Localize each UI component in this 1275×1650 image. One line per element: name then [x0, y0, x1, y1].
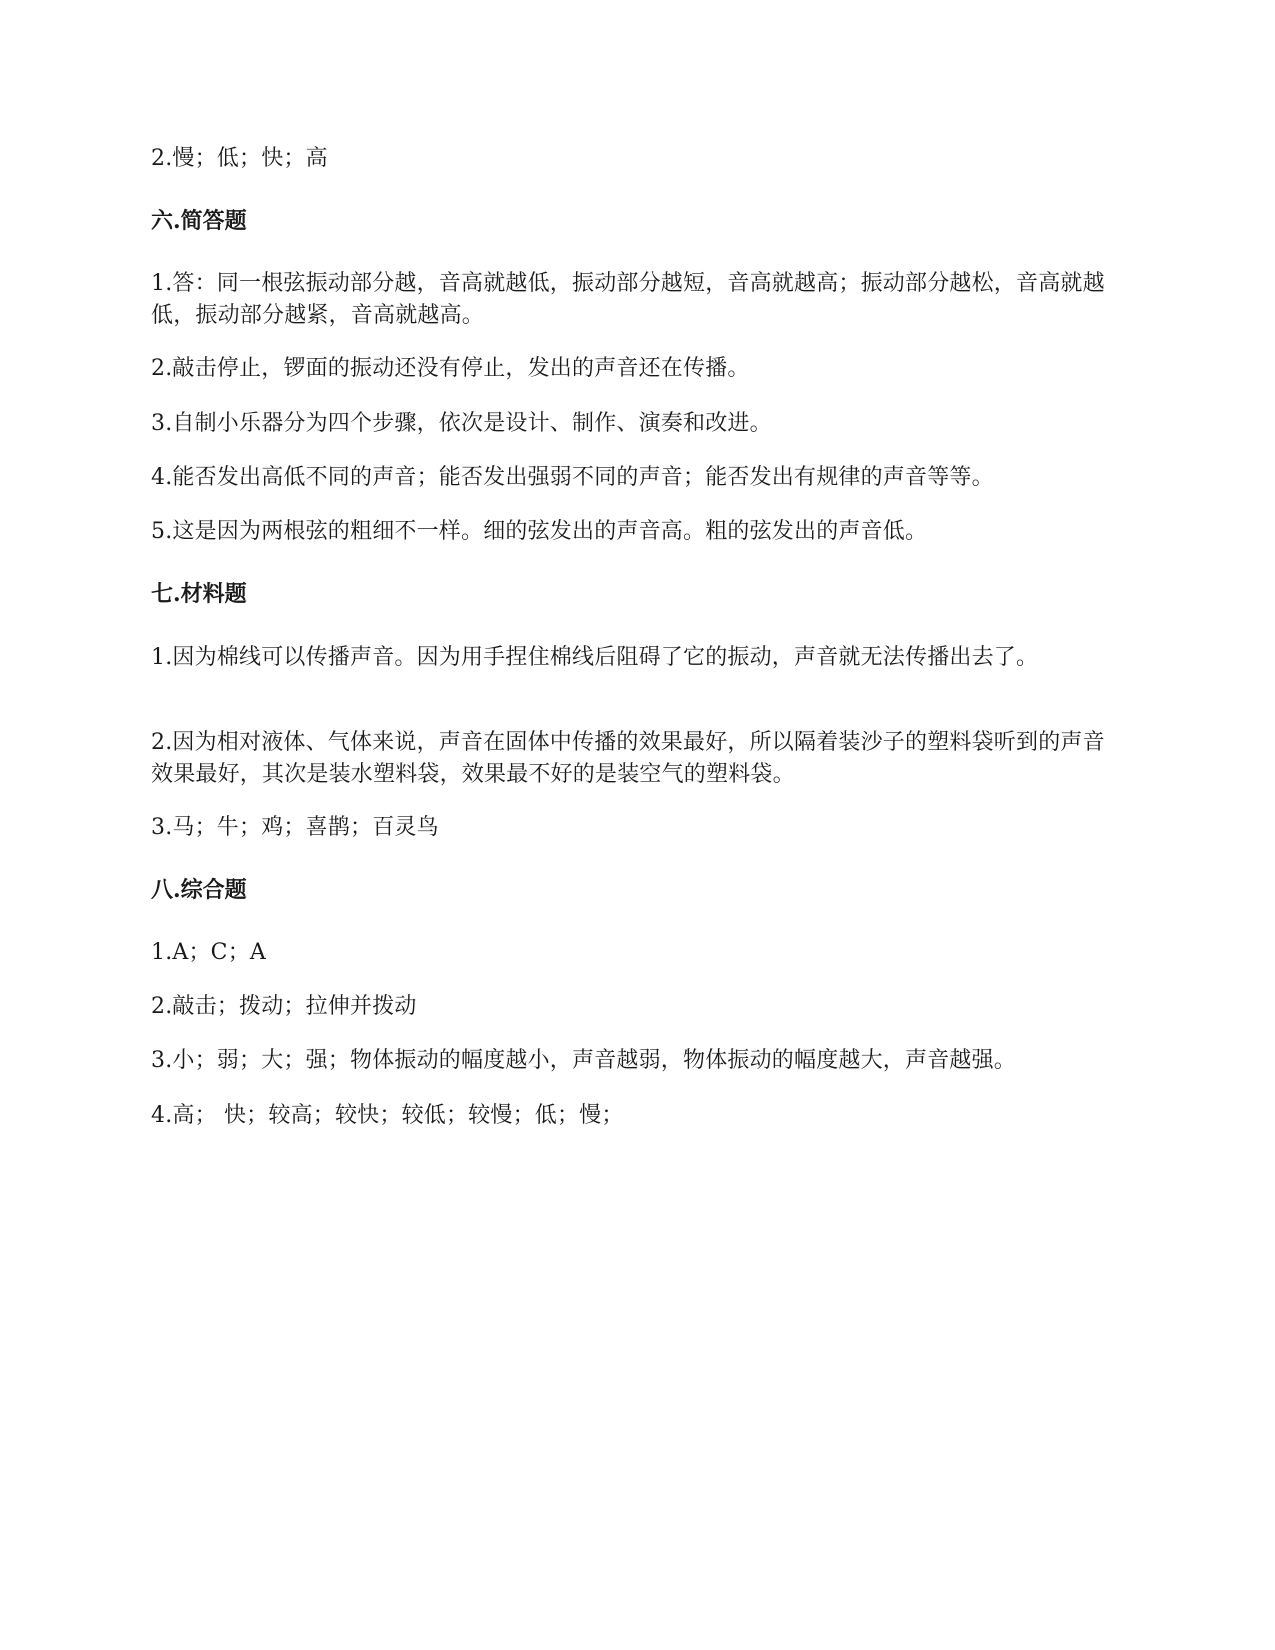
- section-heading-material: 七.材料题: [151, 581, 247, 607]
- section-heading-comprehensive: 八.综合题: [151, 877, 247, 903]
- answer-paragraph: 1.因为棉线可以传播声音。因为用手捏住棉线后阻碍了它的振动，声音就无法传播出去了。: [151, 645, 1039, 670]
- answer-paragraph: 2.敲击停止，锣面的振动还没有停止，发出的声音还在传播。: [151, 356, 750, 381]
- answer-line: 2.慢；低；快；高: [151, 146, 328, 171]
- answer-line: 1.A；C；A: [151, 940, 266, 965]
- answer-line: 4.高； 快；较高；较快；较低；较慢；低；慢；: [151, 1103, 624, 1128]
- answer-paragraph: 3.自制小乐器分为四个步骤，依次是设计、制作、演奏和改进。: [151, 411, 772, 436]
- answer-paragraph: 2.因为相对液体、气体来说，声音在固体中传播的效果最好，所以隔着装沙子的塑料袋听到的声音效果最好，其次是装水塑料袋，效果最不好的是装空气的塑料袋。: [151, 730, 1105, 787]
- answer-paragraph: 3.小；弱；大；强；物体振动的幅度越小，声音越弱，物体振动的幅度越大，声音越强。: [151, 1048, 1016, 1073]
- answer-paragraph: 1.答：同一根弦振动部分越，音高就越低，振动部分越短，音高就越高；振动部分越松，音高就越低，振动部分越紧，音高就越高。: [151, 271, 1105, 328]
- answer-line: 2.敲击；拨动；拉伸并拨动: [151, 994, 417, 1019]
- answer-paragraph: 5.这是因为两根弦的粗细不一样。细的弦发出的声音高。粗的弦发出的声音低。: [151, 519, 928, 544]
- section-heading-short-answer: 六.简答题: [151, 208, 247, 234]
- answer-line: 3.马；牛；鸡；喜鹊；百灵鸟: [151, 815, 439, 840]
- answer-paragraph: 4.能否发出高低不同的声音；能否发出强弱不同的声音；能否发出有规律的声音等等。: [151, 465, 994, 490]
